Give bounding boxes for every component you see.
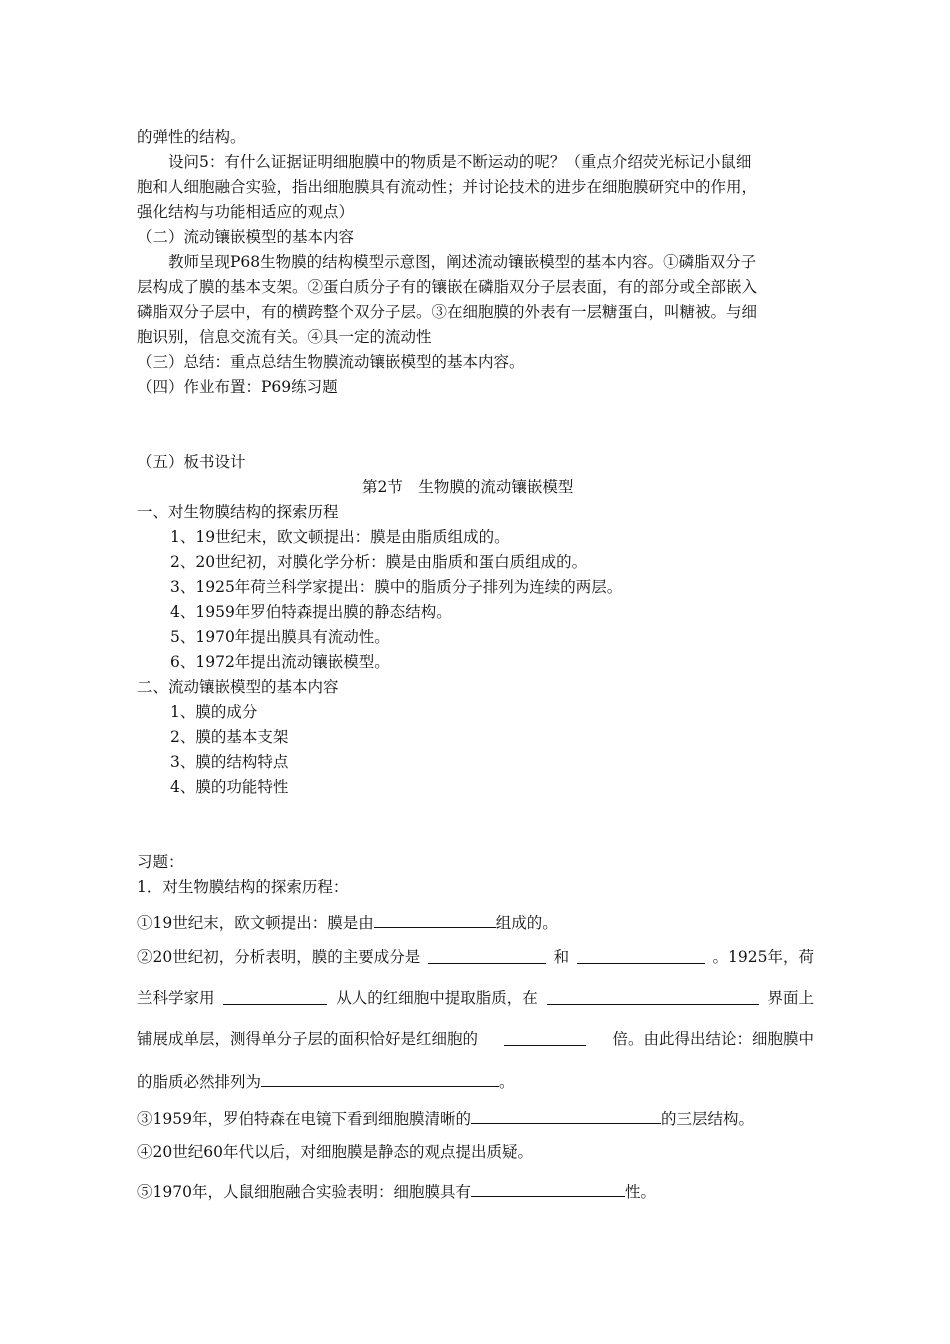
exercise-line-2: ②20世纪初，分析表明，膜的主要成分是 和 。1925年，荷 <box>137 948 814 966</box>
board-part-2-item: 1、膜的成分 <box>170 703 258 721</box>
exercise-line-7: ④20世纪60年代以后，对细胞膜是静态的观点提出质疑。 <box>137 1143 533 1161</box>
question-5-line-2: 胞和人细胞融合实验，指出细胞膜具有流动性；并讨论技术的进步在细胞膜研究中的作用， <box>137 178 758 196</box>
exercise-heading: 习题： <box>137 853 184 871</box>
board-part-2-item: 4、膜的功能特性 <box>170 778 289 796</box>
exercise-line-1: ①19世纪末，欧文顿提出：膜是由 组成的。 <box>137 911 558 933</box>
answer-blank[interactable] <box>471 1107 661 1124</box>
question-5-line-3: 强化结构与功能相适应的观点） <box>137 203 355 221</box>
section-2-para-line-1: 教师呈现P68生物膜的结构模型示意图，阐述流动镶嵌模型的基本内容。①磷脂双分子 <box>168 253 757 271</box>
exercise-line-3: 兰科学家用 从人的红细胞中提取脂质，在 界面上 <box>137 989 814 1007</box>
section-2-para-line-3: 磷脂双分子层中，有的横跨整个双分子层。③在细胞膜的外表有一层糖蛋白，叫糖被。与细 <box>137 303 758 321</box>
board-part-1-item: 5、1970年提出膜具有流动性。 <box>170 628 390 646</box>
section-2-heading: （二）流动镶嵌模型的基本内容 <box>137 228 355 246</box>
board-part-2-heading: 二、流动镶嵌模型的基本内容 <box>137 678 339 696</box>
exercise-question-1: 1．对生物膜结构的探索历程： <box>137 878 349 896</box>
section-3-summary: （三）总结：重点总结生物膜流动镶嵌模型的基本内容。 <box>137 353 525 371</box>
board-part-2-item: 3、膜的结构特点 <box>170 753 289 771</box>
board-part-1-item: 1、19世纪末，欧文顿提出：膜是由脂质组成的。 <box>170 528 510 546</box>
exercise-line-6: ③1959年，罗伯特森在电镜下看到细胞膜清晰的 的三层结构。 <box>137 1107 754 1129</box>
board-part-1-item: 6、1972年提出流动镶嵌模型。 <box>170 653 390 671</box>
section-2-para-line-4: 胞识别，信息交流有关。④具一定的流动性 <box>137 328 432 346</box>
answer-blank[interactable] <box>374 911 496 928</box>
answer-blank[interactable] <box>547 988 759 1005</box>
answer-blank[interactable] <box>223 988 327 1005</box>
board-part-1-item: 4、1959年罗伯特森提出膜的静态结构。 <box>170 603 452 621</box>
board-part-1-heading: 一、对生物膜结构的探索历程 <box>137 503 339 521</box>
section-5-heading: （五）板书设计 <box>137 453 246 471</box>
intro-line: 的弹性的结构。 <box>137 128 246 146</box>
board-part-2-item: 2、膜的基本支架 <box>170 728 289 746</box>
exercise-line-5: 的脂质必然排列为 。 <box>137 1070 515 1092</box>
answer-blank[interactable] <box>261 1070 499 1087</box>
answer-blank[interactable] <box>577 947 705 964</box>
answer-blank[interactable] <box>428 947 546 964</box>
answer-blank[interactable] <box>504 1029 586 1046</box>
board-part-1-item: 3、1925年荷兰科学家提出：膜中的脂质分子排列为连续的两层。 <box>170 578 623 596</box>
question-5-line-1: 设问5：有什么证据证明细胞膜中的物质是不断运动的呢？（重点介绍荧光标记小鼠细 <box>168 153 752 171</box>
board-title: 第2节 生物膜的流动镶嵌模型 <box>362 478 574 496</box>
exercise-line-4: 铺展成单层，测得单分子层的面积恰好是红细胞的 倍。由此得出结论：细胞膜中 <box>137 1030 814 1048</box>
section-4-homework: （四）作业布置：P69练习题 <box>137 378 338 396</box>
exercise-line-8: ⑤1970年，人鼠细胞融合实验表明：细胞膜具有 性。 <box>137 1180 656 1202</box>
answer-blank[interactable] <box>471 1180 625 1197</box>
section-2-para-line-2: 层构成了膜的基本支架。②蛋白质分子有的镶嵌在磷脂双分子层表面，有的部分或全部嵌入 <box>137 278 758 296</box>
board-part-1-item: 2、20世纪初，对膜化学分析：膜是由脂质和蛋白质组成的。 <box>170 553 588 571</box>
